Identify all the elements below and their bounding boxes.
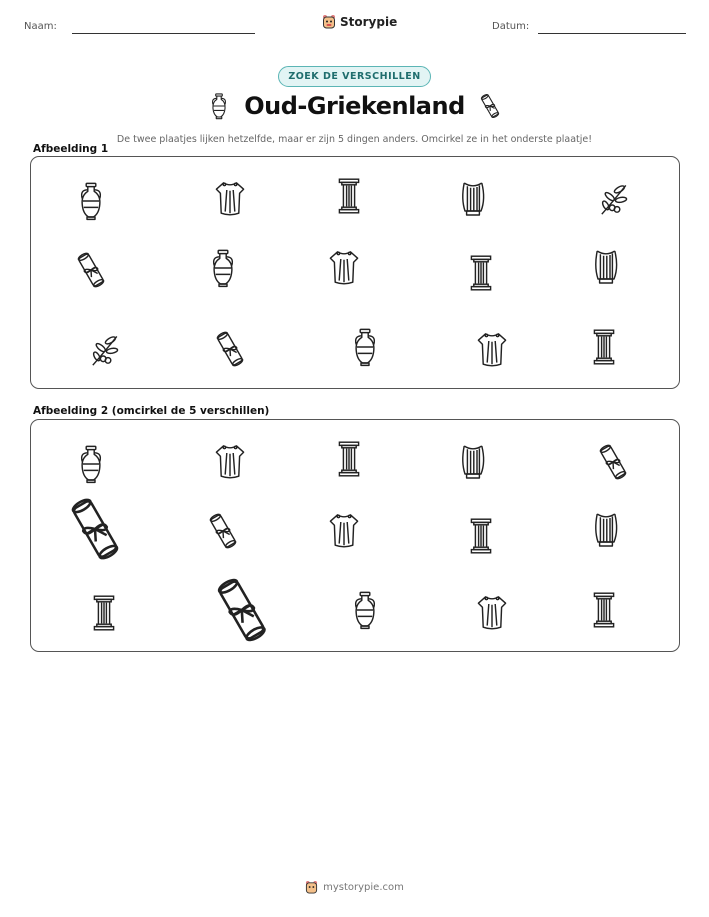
scroll-icon[interactable] [597, 442, 629, 482]
tunic-icon [328, 247, 360, 287]
column-icon[interactable] [588, 590, 620, 630]
scroll-icon [479, 91, 501, 121]
activity-badge: ZOEK DE VERSCHILLEN [278, 66, 430, 87]
harp-icon[interactable] [457, 442, 489, 482]
page-title: Oud-Griekenland [244, 92, 465, 120]
title-row [0, 91, 709, 121]
harp-icon [457, 179, 489, 219]
scroll-icon[interactable] [67, 494, 123, 564]
vase-icon[interactable] [75, 444, 107, 484]
brand-logo [322, 14, 397, 29]
vase-icon[interactable] [349, 590, 381, 630]
scroll-icon [75, 250, 107, 290]
column-icon [333, 176, 365, 216]
scroll-icon[interactable] [207, 511, 239, 551]
column-icon[interactable] [88, 593, 120, 633]
olive-branch-icon [597, 179, 629, 219]
tunic-icon [214, 178, 246, 218]
tunic-icon[interactable] [214, 441, 246, 481]
footer-url: mystorypie.com [323, 881, 404, 893]
tunic-icon[interactable] [476, 592, 508, 632]
date-label: Datum: [492, 21, 530, 32]
picture-panel-1 [30, 156, 680, 389]
harp-icon[interactable] [590, 510, 622, 550]
tunic-icon[interactable] [328, 510, 360, 550]
panel-1-label: Afbeelding 1 [33, 143, 109, 155]
brand-name: Storypie [340, 14, 398, 29]
panel-2-label: Afbeelding 2 (omcirkel de 5 verschillen) [33, 405, 270, 417]
scroll-icon [214, 329, 246, 369]
name-label: Naam: [24, 21, 57, 32]
date-field[interactable] [538, 33, 686, 34]
vase-icon [349, 327, 381, 367]
vase-icon [207, 248, 239, 288]
instructions-text: De twee plaatjes lijken hetzelfde, maar er zijn 5 dingen anders. Omcirkel ze in het onderste plaatje! [116, 134, 593, 145]
column-icon[interactable] [333, 439, 365, 479]
column-icon [465, 253, 497, 293]
tunic-icon [476, 329, 508, 369]
name-field[interactable] [72, 33, 255, 34]
storypie-mascot-icon [305, 880, 318, 894]
vase-icon [208, 91, 230, 121]
vase-icon [75, 181, 107, 221]
olive-branch-icon [88, 330, 120, 370]
column-icon [588, 327, 620, 367]
storypie-mascot-icon [322, 14, 336, 29]
footer [305, 880, 404, 894]
column-icon[interactable] [465, 516, 497, 556]
scroll-icon[interactable] [213, 574, 271, 646]
picture-panel-2[interactable] [30, 419, 680, 652]
harp-icon [590, 247, 622, 287]
